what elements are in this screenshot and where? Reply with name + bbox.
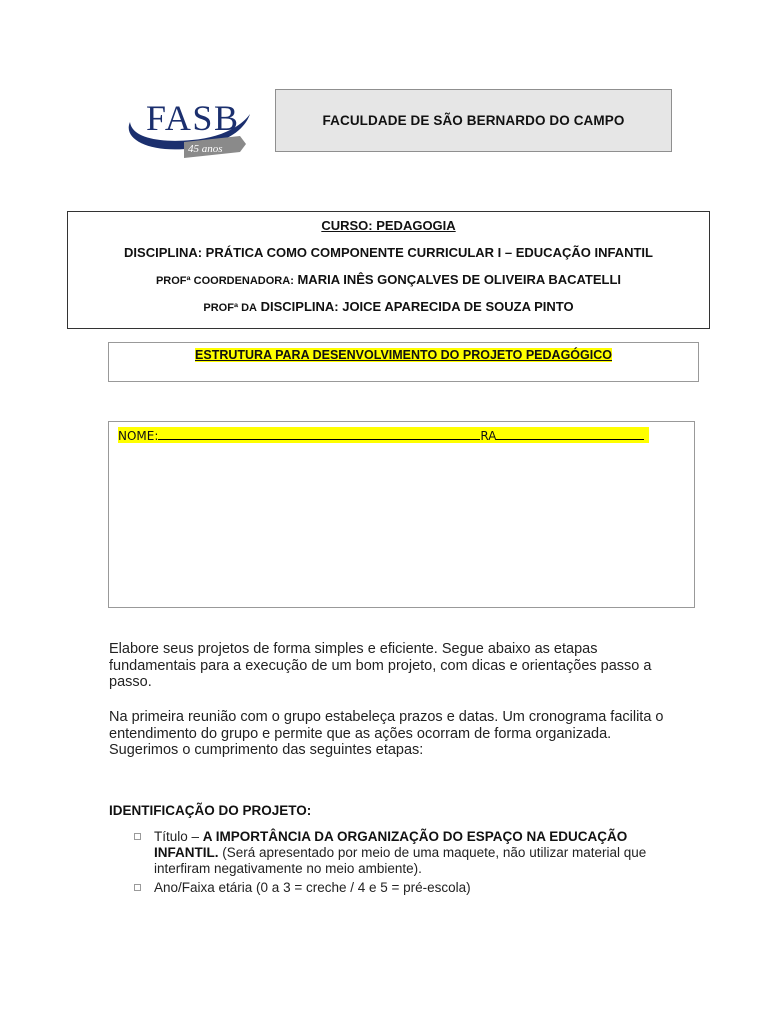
list-item: Ano/Faixa etária (0 a 3 = creche / 4 e 5 = pré-escola) bbox=[130, 880, 670, 896]
name-label: NOME: bbox=[118, 429, 159, 443]
list-item: Título – A IMPORTÂNCIA DA ORGANIZAÇÃO DO ESPAÇO NA EDUCAÇÃO INFANTIL. (Será apresentado por meio de uma maquete, não utilizar material que interfiram negativamente no meio ambiente). bbox=[130, 829, 670, 877]
name-field[interactable] bbox=[158, 427, 480, 440]
ra-label: RA bbox=[480, 429, 497, 443]
professor-name: DISCIPLINA: JOICE APARECIDA DE SOUZA PINTO bbox=[256, 299, 574, 314]
logo-anniversary-badge: 45 anos bbox=[188, 143, 223, 155]
intro-paragraph-1: Elabore seus projetos de forma simples e eficiente. Segue abaixo as etapas fundamentais para a execução de um bom projeto, com dicas e orientações passo a passo. bbox=[109, 641, 652, 690]
identification-list bbox=[130, 829, 670, 899]
course-coordinator bbox=[68, 272, 709, 287]
intro-paragraph-2: Na primeira reunião com o grupo estabeleça prazos e datas. Um cronograma facilita o entendimento do grupo e permite que as ações ocorram de forma organizada. Sugerimos o cumprimento das seguintes etapas: bbox=[109, 709, 664, 758]
course-discipline: DISCIPLINA: PRÁTICA COMO COMPONENTE CURRICULAR I – EDUCAÇÃO INFANTIL bbox=[124, 245, 653, 260]
coordinator-name: MARIA INÊS GONÇALVES DE OLIVEIRA BACATELLI bbox=[293, 272, 622, 287]
name-ra-line bbox=[118, 427, 649, 443]
institution-name: FACULDADE DE SÃO BERNARDO DO CAMPO bbox=[322, 113, 625, 128]
fasb-logo bbox=[122, 92, 254, 160]
student-info-box bbox=[108, 421, 695, 608]
logo-text: FASB bbox=[146, 98, 238, 138]
professor-label: PROFª DA bbox=[203, 302, 257, 314]
course-professor bbox=[68, 299, 709, 314]
structure-title-box bbox=[108, 342, 699, 382]
checkbox-bullet-icon bbox=[134, 833, 141, 840]
ra-field[interactable] bbox=[496, 427, 644, 440]
structure-title: ESTRUTURA PARA DESENVOLVIMENTO DO PROJETO PEDAGÓGICO bbox=[195, 348, 612, 362]
identification-heading: IDENTIFICAÇÃO DO PROJETO: bbox=[109, 803, 312, 818]
checkbox-bullet-icon bbox=[134, 884, 141, 891]
coordinator-label: PROFª COORDENADORA: bbox=[155, 275, 294, 287]
course-info-box bbox=[67, 211, 710, 329]
institution-header bbox=[275, 89, 672, 152]
course-title: CURSO: PEDAGOGIA bbox=[321, 218, 456, 233]
